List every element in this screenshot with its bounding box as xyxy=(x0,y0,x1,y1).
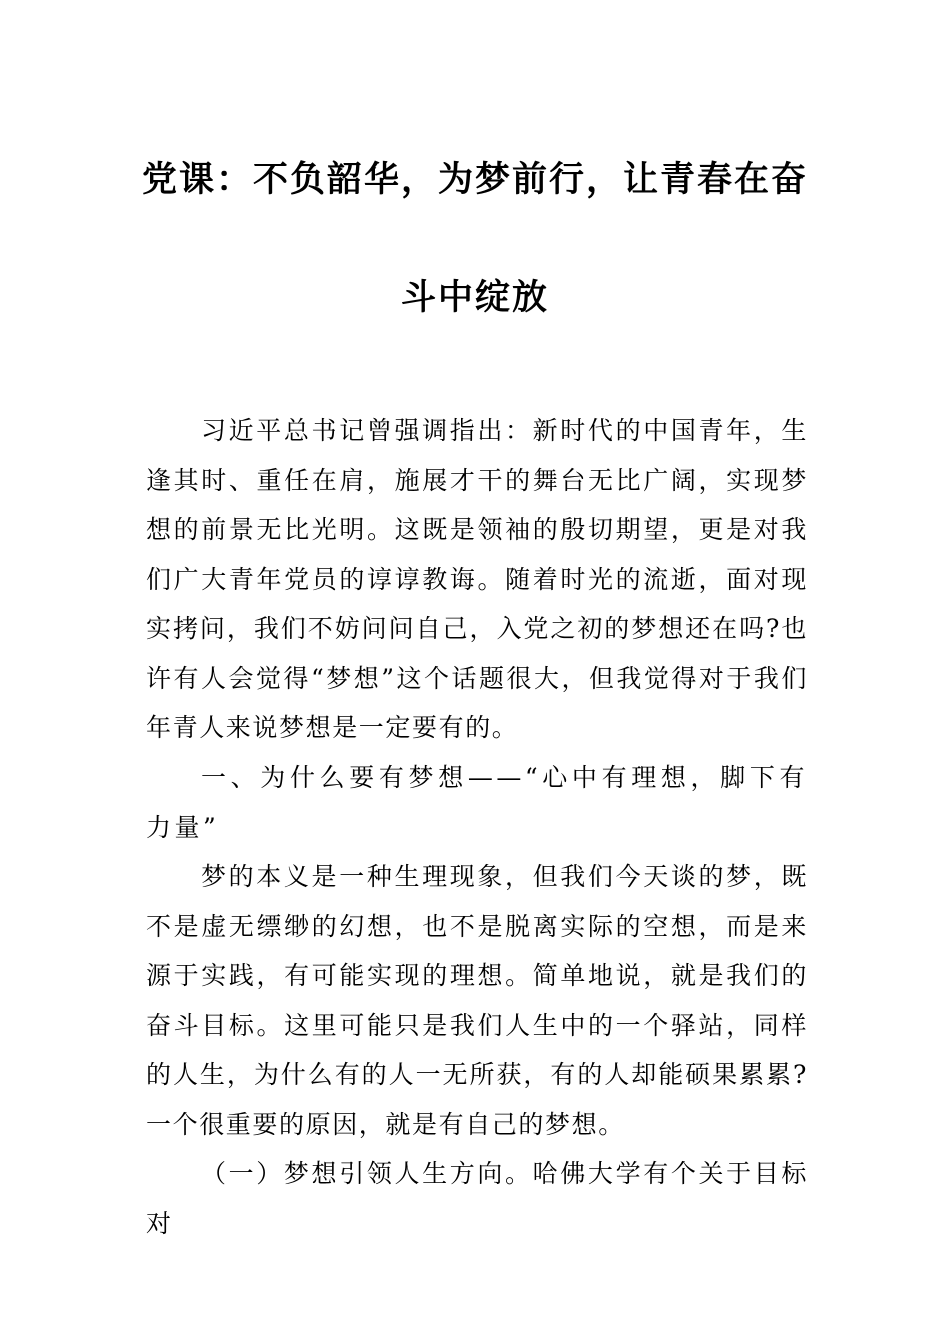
subsection-1-paragraph: （一）梦想引领人生方向。哈佛大学有个关于目标对 xyxy=(146,1159,808,1238)
document-title-line-1: 党课：不负韶华，为梦前行，让青春在奋 xyxy=(141,160,808,200)
document-title-line-2: 斗中绽放 xyxy=(400,278,549,318)
intro-paragraph: 习近平总书记曾强调指出：新时代的中国青年，生逢其时、重任在肩，施展才干的舞台无比广阔，实现梦想的前景无比光明。这既是领袖的殷切期望，更是对我们广大青年党员的谆谆教诲。随着时光的流逝，面对现实拷问，我们不妨问问自己，入党之初的梦想还在吗?也许有人会觉得“梦想”这个话题很大，但我觉得对于我们年青人来说梦想是一定要有的。 xyxy=(146,416,808,742)
section-1-paragraph: 梦的本义是一种生理现象，但我们今天谈的梦，既不是虚无缥缈的幻想，也不是脱离实际的空想，而是来源于实践，有可能实现的理想。简单地说，就是我们的奋斗目标。这里可能只是我们人生中的一个驿站，同样的人生，为什么有的人一无所获，有的人却能硕果累累?一个很重要的原因，就是有自己的梦想。 xyxy=(146,862,808,1139)
section-heading-1: 一、为什么要有梦想——“心中有理想，脚下有力量” xyxy=(146,763,808,842)
